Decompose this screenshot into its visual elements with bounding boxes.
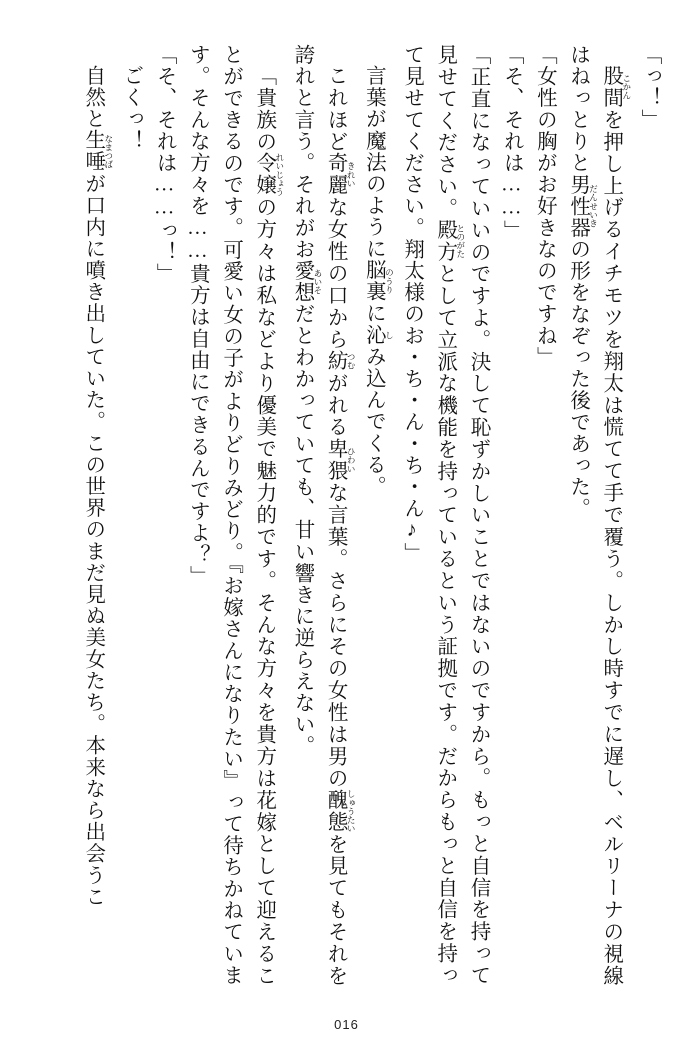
vertical-text-body	[34, 44, 665, 986]
paragraph-2: 股間 こかんを押し上げるイチモツを翔太は慌てて手で覆う。しかし時すでに遅し、ベルリーナの視線はねっとりと男性器 だんせいきの形をなぞった後であった。	[566, 44, 632, 987]
ruby-namatsuba: 生唾 なまつば	[81, 129, 114, 173]
paragraph-1: 「っ！」	[638, 44, 660, 131]
ruby-danseiki: 男性器 だんせいき	[566, 173, 599, 239]
ruby-tsumu: 紡 つむ	[324, 349, 357, 372]
ruby-kokan: 股間 こかん	[599, 64, 632, 109]
ruby-kirei: 奇麗 きれい	[324, 152, 357, 197]
ruby-nouri: 脳裏 のうり	[362, 258, 395, 303]
paragraph-4: 「そ、それは……」	[500, 44, 523, 242]
ruby-shuutai: 醜態 しゅうたい	[324, 788, 357, 833]
paragraph-7: これほど奇麗 きれいな女性の口から紡 つむがれる卑猥 ひわいな言葉。さらにその女性は男の醜態 しゅうたいを見てもそれを誇れと言う。それがお愛想 あいそだとわかっていても、甘い響きに逆らえない。	[290, 44, 357, 987]
paragraph-6: 言葉が魔法のように脳裏 のうりに沁 しみ込んでくる。	[362, 64, 395, 497]
paragraph-9: 「そ、それは……っ！」	[153, 44, 176, 285]
paragraph-5: 「正直になっていいのですよ。決して恥ずかしいことではないのですから。もっと自信を持って見せてください。殿方 とのがたとして立派な機能を持っているという証拠です。だからもっと自信を持って見せてください。翔太様のお・ち・ん・ち・ん♪」	[400, 44, 489, 986]
paragraph-8: 「貴族の令嬢 れいじょうの方々は私などより優美で魅力的です。そんな方々を貴方は花嫁として迎えることができるのです。可愛い女の子がよりどりみどり。『お嫁さんになりたい』って待ちかねています。そんな方々を……貴方は自由にできるんですよ？」	[186, 44, 285, 986]
paragraph-3: 「女性の胸がお好きなのですね」	[533, 44, 556, 368]
ruby-shimi: 沁 し	[362, 323, 395, 346]
ruby-hiwai: 卑猥 ひわい	[324, 437, 357, 482]
paragraph-10: ごくっ！	[119, 64, 142, 151]
ruby-tonogata: 殿方 とのがた	[433, 219, 466, 264]
paragraph-11: 自然と生唾 なまつばが口内に噴き出していた。この世界のまだ見ぬ美女たち。本来なら出会うこ	[81, 64, 114, 907]
page-number: 016	[334, 1017, 359, 1032]
ruby-aiso: 愛想 あいそ	[290, 260, 323, 304]
ruby-reijou: 令嬢 れいじょう	[252, 152, 285, 197]
